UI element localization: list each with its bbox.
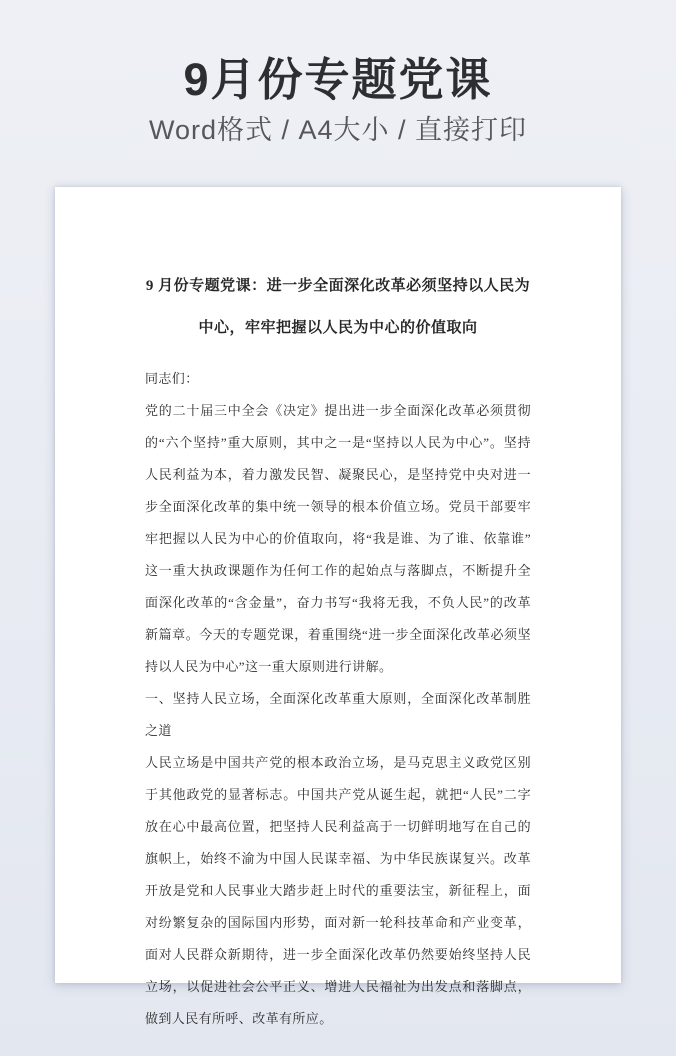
document-paragraph-intro: 党的二十届三中全会《决定》提出进一步全面深化改革必须贯彻的“六个坚持”重大原则，其中之一是“坚持以人民为中心”。坚持人民利益为本，着力激发民智、凝聚民心，是坚持党中央对进一步全面深化改革的集中统一领导的根本价值立场。党员干部要牢牢把握以人民为中心的价值取向，将“我是谁、为了谁、依靠谁”这一重大执政课题作为任何工作的起始点与落脚点，不断提升全面深化改革的“含金量”，奋力书写“我将无我，不负人民”的改革新篇章。今天的专题党课，着重围绕“进一步全面深化改革必须坚持以人民为中心”这一重大原则进行讲解。 bbox=[145, 403, 531, 674]
document-paragraph-salutation: 同志们： bbox=[145, 371, 199, 386]
document-paper bbox=[55, 187, 621, 1026]
document-paragraph-section-body: 人民立场是中国共产党的根本政治立场，是马克思主义政党区别于其他政党的显著标志。中国共产党从诞生起，就把“人民”二字放在心中最高位置，把坚持人民利益高于一切鲜明地写在自己的旗帜上，始终不渝为中国人民谋幸福、为中华民族谋复兴。改革开放是党和人民事业大踏步赶上时代的重要法宝，新征程上，面对纷繁复杂的国际国内形势，面对新一轮科技革命和产业变革，面对人民群众新期待，进一步全面深化改革仍然要始终坚持人民立场，以促进社会公平正义、增进人民福祉为出发点和落脚点，做到人民有所呼、改革有所应。 bbox=[145, 755, 531, 1026]
document-paragraph-section-heading: 一、坚持人民立场，全面深化改革重大原则，全面深化改革制胜之道 bbox=[145, 691, 531, 738]
page-title: 9月份专题党课 bbox=[183, 54, 493, 105]
document-title: 9 月份专题党课：进一步全面深化改革必须坚持以人民为中心，牢牢把握以人民为中心的价值取向 bbox=[145, 278, 531, 336]
page-subtitle: Word格式 / A4大小 / 直接打印 bbox=[148, 114, 528, 145]
page-header bbox=[0, 0, 676, 146]
document-body bbox=[145, 363, 531, 1035]
